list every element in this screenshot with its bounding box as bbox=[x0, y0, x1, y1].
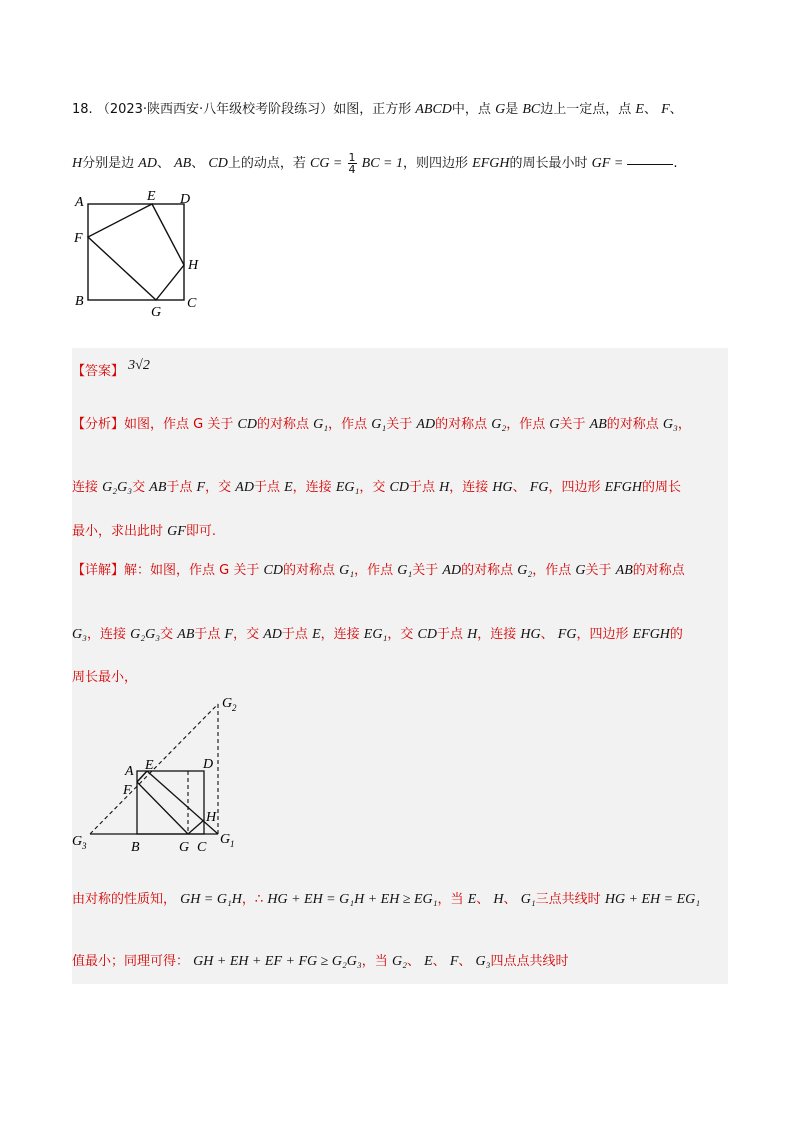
detail-line-1: 【详解】解：如图，作点 G 关于 CD的对称点 G₁，作点 G₁关于 AD的对称点 G₂，作点 G关于 AB的对称点 bbox=[72, 563, 685, 578]
detail-line-5: 值最小；同理可得： GH + EH + EF + FG ≥ G₂G₃，当 G₂、 E、 F、 G₃四点点共线时 bbox=[72, 954, 569, 969]
analysis-line-3: 最小，求出此时 GF即可. bbox=[72, 524, 216, 539]
label-a2: A bbox=[125, 764, 134, 779]
label-c: C bbox=[187, 296, 197, 311]
label-g: G bbox=[151, 305, 162, 320]
answer-line bbox=[72, 358, 150, 379]
question-source: （2023·陕西西安·八年级校考阶段练习） bbox=[96, 102, 334, 117]
fraction-one-quarter: $\frac{1}{4}$ bbox=[348, 151, 356, 176]
label-b2: B bbox=[131, 840, 140, 855]
label-h2: H bbox=[206, 810, 217, 825]
figure-reflection-construction bbox=[70, 690, 250, 855]
figure-square-abcd bbox=[70, 185, 210, 320]
svg-text:1: 1 bbox=[230, 839, 235, 849]
svg-text:2: 2 bbox=[232, 703, 237, 713]
detail-line-3: 周长最小， bbox=[72, 670, 138, 685]
answer-value: 3√2 bbox=[128, 358, 150, 373]
label-e: E bbox=[147, 189, 156, 204]
label-c2: C bbox=[197, 840, 207, 855]
analysis-line-1: 【分析】如图，作点 G 关于 CD的对称点 G₁，作点 G₁关于 AD的对称点 G₂，作点 G关于 AB的对称点 G₃， bbox=[72, 417, 691, 432]
label-e2: E bbox=[145, 758, 154, 773]
label-d2: D bbox=[203, 757, 214, 772]
question-number: 18. bbox=[72, 102, 93, 117]
label-g3: G bbox=[72, 834, 83, 849]
detail-line-2: G₃，连接 G₂G₃交 AB于点 F，交 AD于点 E，连接 EG₁，交 CD于点 H，连接 HG、 FG，四边形 EFGH的 bbox=[72, 627, 683, 642]
label-d: D bbox=[180, 192, 191, 207]
answer-label: 【答案】 bbox=[72, 364, 125, 379]
analysis-line-2: 连接 G₂G₃交 AB于点 F，交 AD于点 E，连接 EG₁，交 CD于点 H，连接 HG、 FG，四边形 EFGH的周长 bbox=[72, 480, 681, 495]
label-f: F bbox=[74, 231, 83, 246]
svg-text:3: 3 bbox=[82, 841, 87, 851]
detail-line-4: 由对称的性质知， GH = G₁H，∴ HG + EH = G₁H + EH ≥ EG₁，当 E、 H、 G₁三点共线时 HG + EH = EG₁ bbox=[72, 892, 701, 907]
answer-blank bbox=[627, 164, 673, 165]
label-g-2: G bbox=[179, 840, 190, 855]
label-b: B bbox=[75, 294, 84, 309]
label-f2: F bbox=[123, 783, 132, 798]
question-line-1: 18. （2023·陕西西安·八年级校考阶段练习）如图，正方形 ABCD中，点 G是 BC边上一定点，点 E、 F、 bbox=[72, 102, 683, 117]
label-a: A bbox=[75, 195, 84, 210]
label-g1: G bbox=[220, 832, 231, 847]
question-line-2: H分别是边 AD、 AB、 CD上的动点，若 CG = $\frac{1}{4}$ BC = 1，则四边形 EFGH的周长最小时 GF = . bbox=[72, 151, 678, 176]
label-h: H bbox=[188, 258, 199, 273]
label-g2: G bbox=[222, 696, 233, 711]
